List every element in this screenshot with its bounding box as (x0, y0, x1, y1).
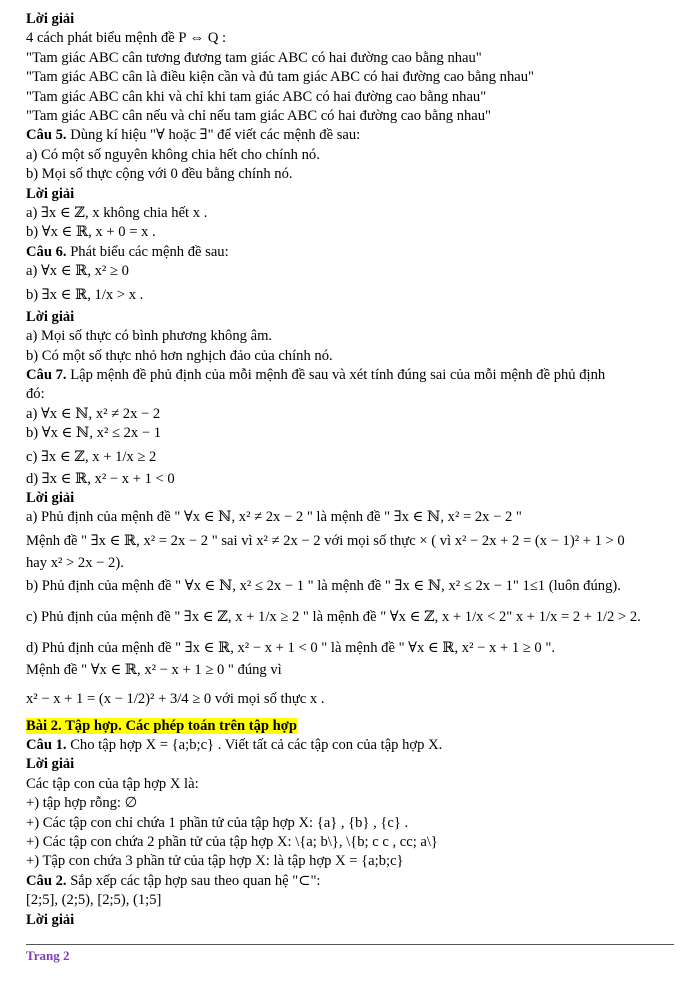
question-line (26, 872, 674, 891)
question-text: Cho tập hợp X = {a;b;c} . Viết tất cả các tập con của tập hợp X. (66, 736, 443, 753)
question-number: Câu 6. (26, 243, 67, 260)
text-line: +) tập hợp rỗng: ∅ (26, 795, 138, 812)
question-line (26, 126, 674, 145)
question-line (26, 736, 674, 755)
text-line: [2;5], (2;5), [2;5), (1;5] (26, 892, 162, 909)
footer-divider (26, 944, 674, 945)
solution-heading: Lời giải (26, 11, 75, 27)
solution-heading: Lời giải (26, 308, 75, 325)
text-line: a) Có một số nguyên không chia hết cho chính nó. (26, 146, 320, 163)
question-number: Câu 1. (26, 736, 67, 753)
section-heading (26, 717, 674, 736)
text-line: a) ∀x ∈ ℝ, x² ≥ 0 (26, 263, 129, 280)
text-line: 4 cách phát biểu mệnh đề P ⇔ Q : (26, 30, 227, 47)
solution-heading: Lời giải (26, 185, 75, 202)
text-line: Các tập con của tập hợp X là: (26, 775, 199, 792)
text-line: b) ∃x ∈ ℝ, 1/x > x . (26, 286, 144, 303)
text-line: c) ∃x ∈ ℤ, x + 1/x ≥ 2 (26, 448, 157, 465)
text-line: b) Có một số thực nhỏ hơn nghịch đảo của chính nó. (26, 347, 333, 364)
text-line: +) Tập con chứa 3 phần tử của tập hợp X: là tập hợp X = {a;b;c} (26, 853, 404, 870)
text-line: Mệnh đề " ∃x ∈ ℝ, x² = 2x − 2 " sai vì x² ≠ 2x − 2 với mọi số thực × ( vì x² − 2x + 2 = (x − 1)² + 1 > 0 (26, 532, 625, 549)
page-footer: Trang 2 (26, 948, 70, 963)
question-text: Lập mệnh đề phủ định của mỗi mệnh đề sau và xét tính đúng sai của mỗi mệnh đề phủ định (66, 366, 606, 383)
text-line: a) ∃x ∈ ℤ, x không chia hết x . (26, 205, 208, 222)
text-line: c) Phủ định của mệnh đề " ∃x ∈ ℤ, x + 1/x ≥ 2 " là mệnh đề " ∀x ∈ ℤ, x + 1/x < 2" x + 1/x = 2 + 1/2 > 2. (26, 609, 641, 626)
text-line: a) Mọi số thực có bình phương không âm. (26, 328, 273, 345)
text-line: a) ∀x ∈ ℕ, x² ≠ 2x − 2 (26, 405, 161, 422)
solution-heading: Lời giải (26, 489, 75, 506)
text-line: "Tam giác ABC cân là điều kiện cần và đủ tam giác ABC có hai đường cao bằng nhau" (26, 69, 534, 86)
text-line: "Tam giác ABC cân tương đương tam giác ABC có hai đường cao bằng nhau" (26, 49, 482, 66)
text-line: "Tam giác ABC cân nếu và chỉ nếu tam giác ABC có hai đường cao bằng nhau" (26, 108, 492, 125)
text-line: d) Phủ định của mệnh đề " ∃x ∈ ℝ, x² − x + 1 < 0 " là mệnh đề " ∀x ∈ ℝ, x² − x + 1 ≥ 0 ". (26, 640, 555, 657)
text-line: "Tam giác ABC cân khi và chỉ khi tam giác ABC có hai đường cao bằng nhau" (26, 88, 487, 105)
solution-heading: Lời giải (26, 756, 75, 773)
section-title: Bài 2. Tập hợp. Các phép toán trên tập hợp (26, 717, 297, 734)
question-number: Câu 7. (26, 366, 67, 383)
text-line: đó: (26, 386, 45, 403)
text-line: b) ∀x ∈ ℕ, x² ≤ 2x − 1 (26, 425, 162, 442)
question-text: Phát biểu các mệnh đề sau: (66, 243, 229, 260)
question-number: Câu 2. (26, 872, 67, 889)
text-line: +) Các tập con chứa 2 phần tử của tập hợp X: \{a; b\}, \{b; c c , cc; a\} (26, 834, 438, 850)
solution-heading: Lời giải (26, 911, 75, 928)
text-line: +) Các tập con chỉ chứa 1 phần tử của tập hợp X: {a} , {b} , {c} . (26, 814, 409, 831)
question-number: Câu 5. (26, 127, 67, 144)
text-line: b) Mọi số thực cộng với 0 đều bằng chính nó. (26, 166, 293, 183)
question-text: Dùng kí hiệu "∀ hoặc ∃" để viết các mệnh đề sau: (66, 127, 361, 144)
text-line: b) ∀x ∈ ℝ, x + 0 = x . (26, 224, 156, 241)
question-line (26, 366, 674, 385)
text-line: b) Phủ định của mệnh đề " ∀x ∈ ℕ, x² ≤ 2x − 1 " là mệnh đề " ∃x ∈ ℕ, x² ≤ 2x − 1" 1≤1 (luôn đúng). (26, 578, 621, 595)
document-body (26, 10, 674, 930)
text-line: x² − x + 1 = (x − 1/2)² + 3/4 ≥ 0 với mọi số thực x . (26, 690, 325, 707)
text-line: hay x² > 2x − 2). (26, 554, 124, 571)
question-text: Sắp xếp các tập hợp sau theo quan hệ "⊂": (66, 872, 321, 889)
text-line: d) ∃x ∈ ℝ, x² − x + 1 < 0 (26, 470, 175, 487)
text-line: a) Phủ định của mệnh đề " ∀x ∈ ℕ, x² ≠ 2x − 2 " là mệnh đề " ∃x ∈ ℕ, x² = 2x − 2 " (26, 509, 522, 526)
question-line (26, 243, 674, 262)
text-line: Mệnh đề " ∀x ∈ ℝ, x² − x + 1 ≥ 0 " đúng vì (26, 662, 282, 679)
